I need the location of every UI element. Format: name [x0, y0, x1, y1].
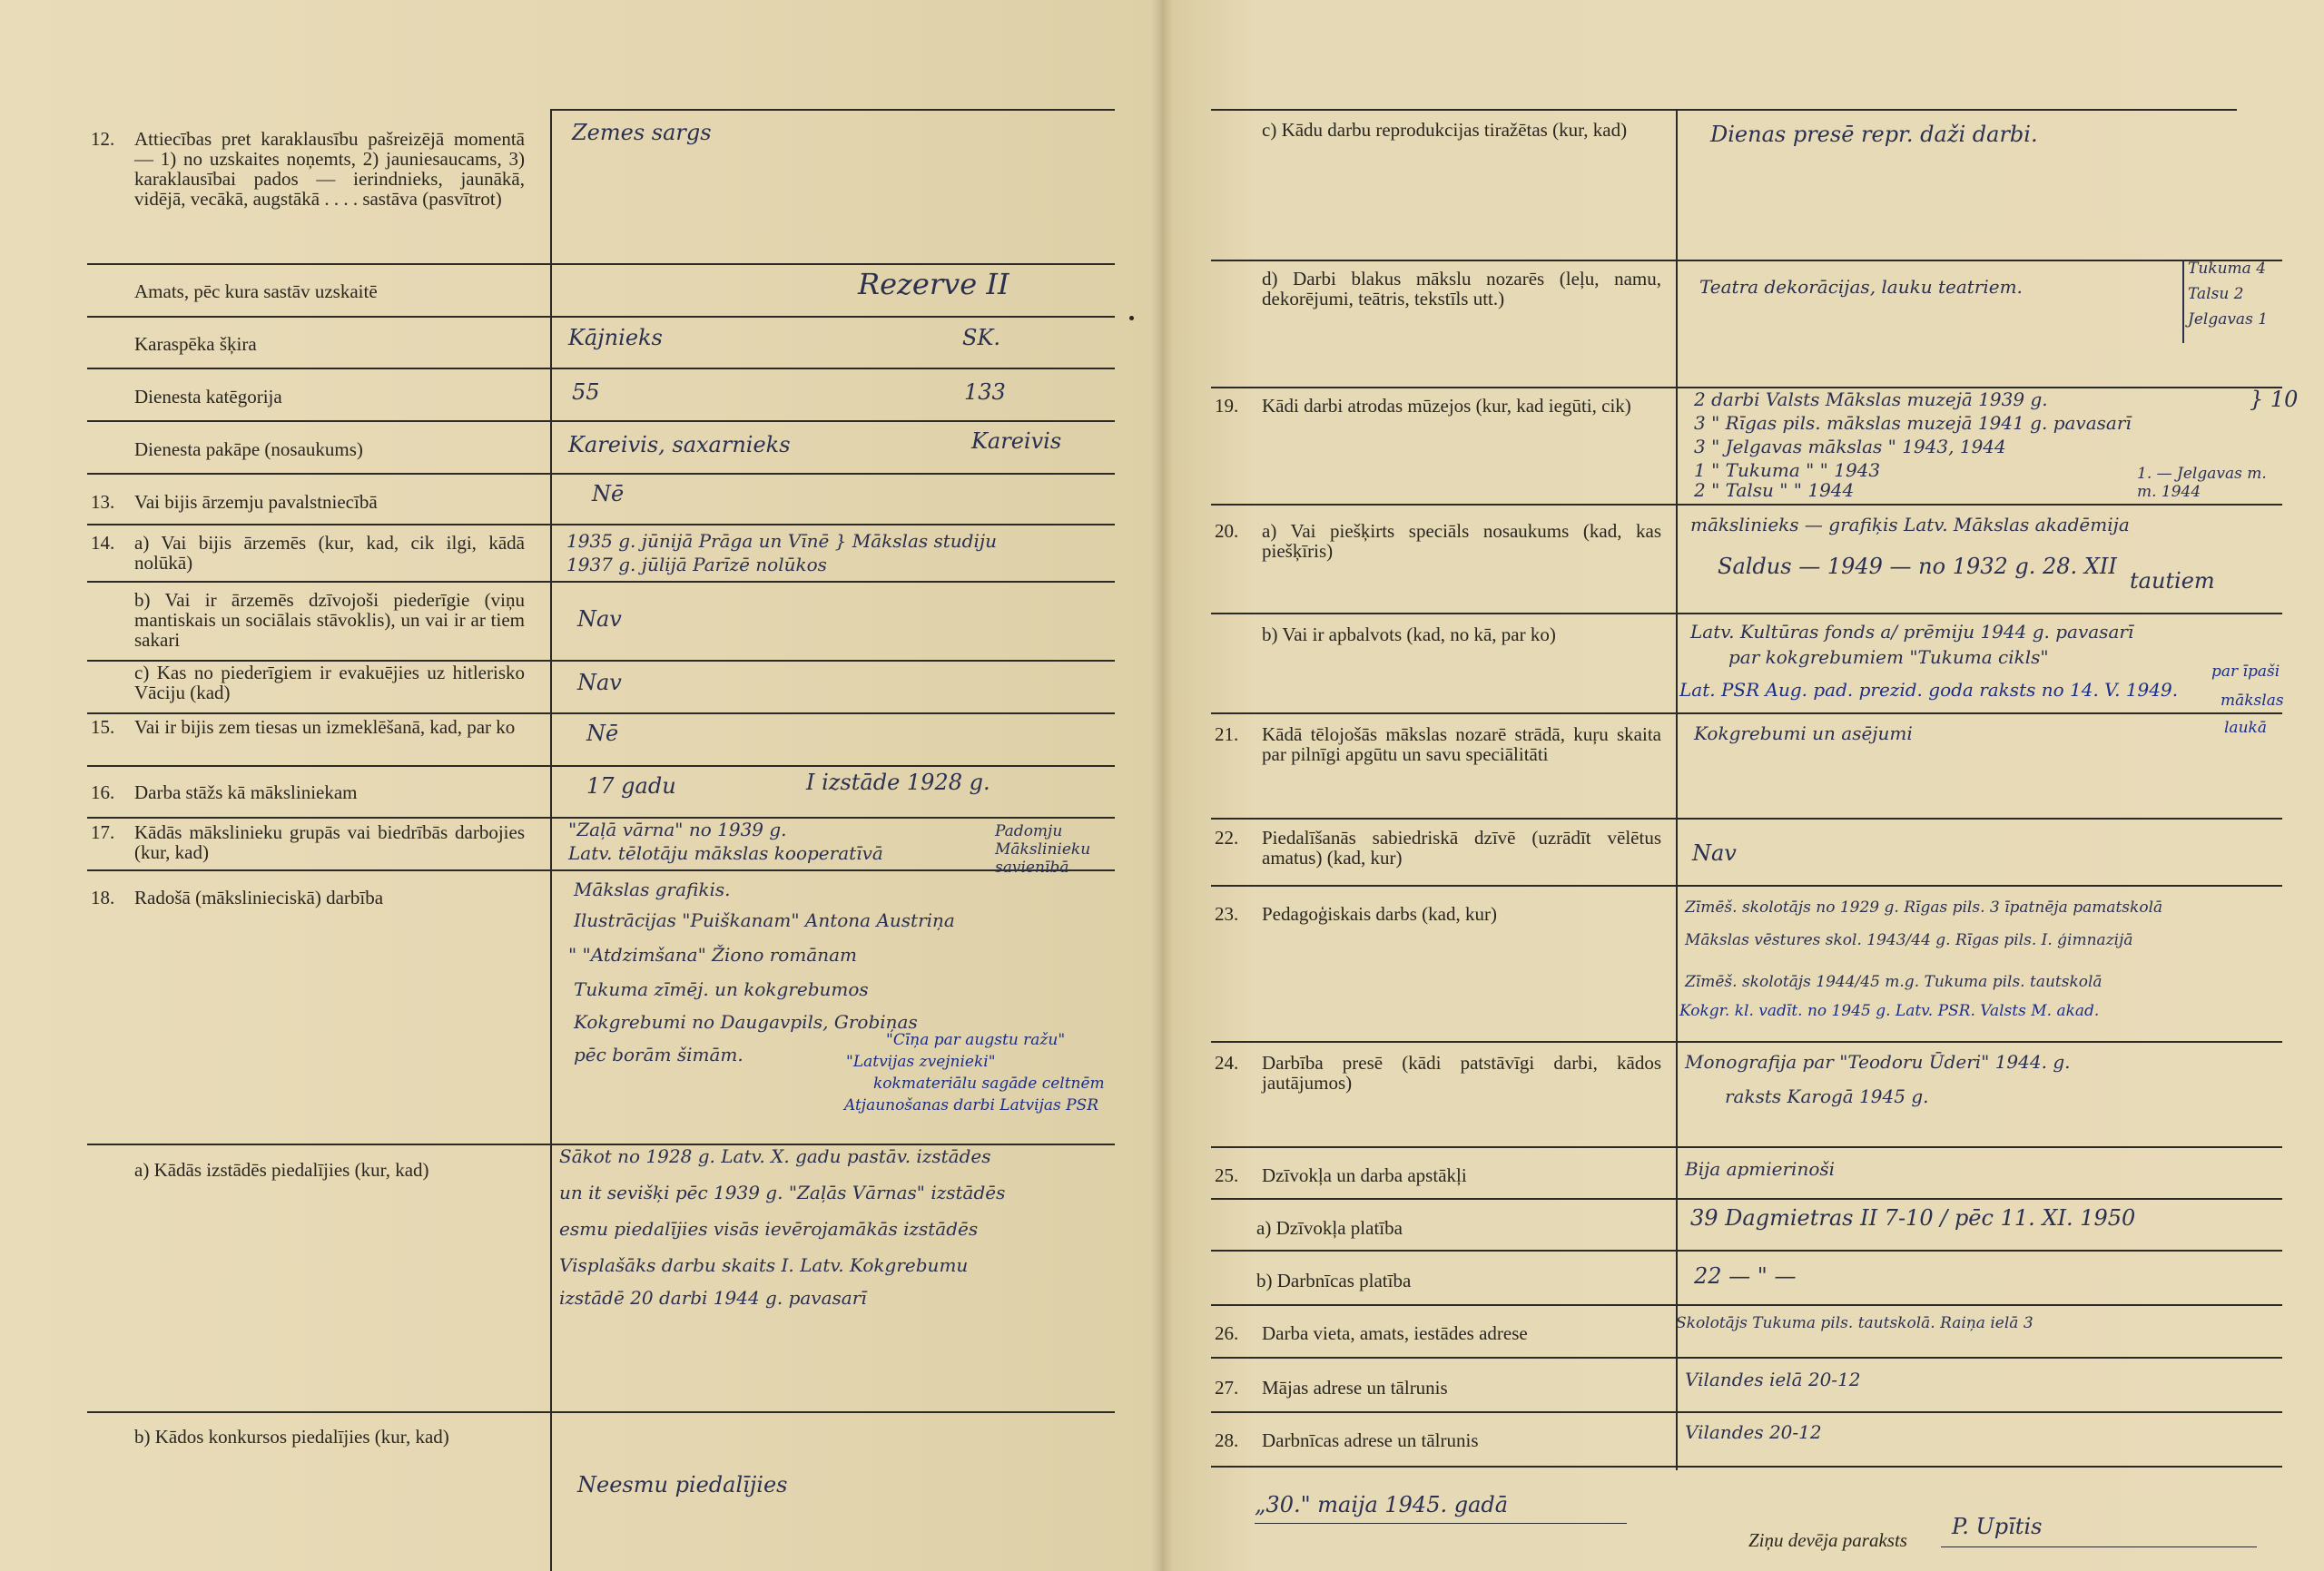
right-rule [1211, 1250, 2282, 1252]
q20-label [1215, 521, 1659, 566]
q27-number: 27. [1215, 1377, 1239, 1399]
kategorija-label [134, 387, 282, 407]
q18-answer-blue-line: Atjaunošanas darbi Latvijas PSR [844, 1096, 1099, 1114]
right-rule [1211, 109, 2237, 111]
q20b-side-blue: laukā [2224, 719, 2267, 737]
skira-label [134, 334, 257, 354]
q19-answer-line: 3 " Rīgas pils. mākslas muzejā 1941 g. pavasarī [1694, 412, 2132, 434]
left-rule [87, 263, 1115, 265]
q14-label [91, 533, 536, 578]
q26-answer: Skolotājs Tukuma pils. tautskolā. Raiņa ielā 3 [1676, 1314, 2034, 1332]
amats-answer: Rezerve II [858, 267, 1009, 301]
q24-text: Darbība presē (kādi patstāvīgi darbi, kādos jautājumos) [1262, 1052, 1661, 1094]
q13-text: Vai bijis ārzemju pavalstniecībā [134, 491, 378, 513]
pakape-answer-a: Kareivis, saxarnieks [568, 432, 791, 457]
q18d-answer: Teatra dekorācijas, lauku teatriem. [1699, 276, 2023, 298]
q15-label [91, 717, 536, 762]
q18-answer-blue-line: kokmateriālu sagāde celtnēm [873, 1075, 1105, 1093]
q25-label [1215, 1165, 1659, 1187]
q23-answer-line: Zīmēš. skolotājs 1944/45 m.g. Tukuma pils. tautskolā [1685, 973, 2102, 991]
q20-answer-line3: tautiem [2130, 568, 2215, 594]
q13-label [91, 492, 536, 514]
right-rule [1211, 504, 2282, 506]
q17-answer-line3: Padomju Mākslinieku savienībā [995, 822, 1091, 877]
q17-text: Kādās mākslinieku grupās vai biedrībās darbojies (kur, kad) [134, 821, 525, 863]
skira-answer-b: SK. [962, 325, 1000, 350]
q24-answer-line2: raksts Karogā 1945 g. [1725, 1085, 1929, 1107]
right-rule [1211, 1304, 2282, 1306]
left-column-divider [550, 109, 552, 1571]
q18-answer-line: " "Atdzimšana" Žiono romānam [568, 944, 858, 966]
q20b-side-blue: mākslas [2221, 692, 2284, 710]
q17-number: 17. [91, 821, 115, 843]
q14-answer-line1: 1935 g. jūnijā Prāga un Vīnē } Mākslas studiju [566, 530, 997, 552]
left-rule [87, 1411, 1115, 1413]
q18d-side-bracket [2182, 260, 2184, 343]
q20-text: a) Vai piešķirts speciāls nosaukums (kad, kas piešķīris) [1262, 520, 1661, 562]
q20-number: 20. [1215, 520, 1239, 542]
q20-answer-line1: mākslinieks — grafiķis Latv. Mākslas akadēmija [1690, 514, 2130, 535]
right-rule [1211, 1357, 2282, 1359]
q16-answer-b: I izstāde 1928 g. [806, 770, 990, 795]
q18-answer-blue-line: "Cīņa par augstu ražu" [886, 1031, 1066, 1049]
q18a-answer-line: Sākot no 1928 g. Latv. X. gadu pastāv. izstādes [559, 1145, 991, 1167]
q21-number: 21. [1215, 723, 1239, 745]
q20b-answer-line: par kokgrebumiem "Tukuma cikls" [1728, 646, 2049, 668]
left-rule [87, 712, 1115, 714]
q12-answer: Zemes sargs [572, 120, 712, 145]
amats-text: Amats, pēc kura sastāv uzskaitē [134, 280, 378, 302]
q14-number: 14. [91, 532, 115, 554]
q19-answer-total: } 10 [2250, 387, 2299, 412]
skira-answer-a: Kājnieks [568, 325, 663, 350]
q25a-text: a) Dzīvokļa platība [1256, 1217, 1403, 1239]
q14b-label [134, 590, 525, 650]
q19-answer-line: 1 " Tukuma " " 1943 [1694, 459, 1881, 481]
left-rule [550, 109, 1115, 111]
q18c-text: c) Kādu darbu reprodukcijas tiražētas (kur, kad) [1262, 119, 1628, 141]
left-rule [87, 368, 1115, 369]
q24-number: 24. [1215, 1052, 1239, 1074]
left-rule [87, 316, 1115, 318]
right-rule [1211, 1411, 2282, 1413]
right-rule [1211, 818, 2282, 820]
kategorija-answer-b: 133 [964, 379, 1006, 405]
q17-answer-line1: "Zaļā vārna" no 1939 g. [568, 819, 787, 840]
q18d-text: d) Darbi blakus mākslu nozarēs (leļu, namu, dekorējumi, teātris, tekstīls utt.) [1262, 268, 1661, 309]
q18d-side-line: Jelgavas 1 [2188, 310, 2269, 329]
q20b-label [1262, 624, 1661, 644]
q20-answer-line2: Saldus — 1949 — no 1932 g. 28. XII [1718, 554, 2117, 579]
left-rule [87, 420, 1115, 422]
right-rule [1211, 1198, 2282, 1200]
q19-answer-line: 2 darbi Valsts Mākslas muzejā 1939 g. [1694, 388, 2048, 410]
q16-answer-a: 17 gadu [586, 773, 676, 799]
q15-answer: Nē [586, 721, 619, 746]
q19-number: 19. [1215, 395, 1239, 417]
q18-answer-line: Mākslas grafikis. [574, 879, 731, 900]
q25-answer: Bija apmierinoši [1685, 1158, 1836, 1180]
q18-answer-blue-line: "Latvijas zvejnieki" [846, 1053, 996, 1071]
q25-number: 25. [1215, 1164, 1239, 1186]
q14c-text: c) Kas no piederīgiem ir evakuējies uz hitlerisko Vāciju (kad) [134, 662, 525, 703]
q18-answer-line: pēc borām šimām. [574, 1044, 743, 1065]
q26-label [1215, 1323, 1659, 1345]
q25b-answer: 22 — " — [1694, 1263, 1797, 1289]
q19-label [1215, 396, 1659, 441]
q28-answer: Vilandes 20-12 [1685, 1421, 1822, 1443]
q22-number: 22. [1215, 827, 1239, 849]
q20b-side-blue: par īpaši [2211, 663, 2280, 681]
q27-text: Mājas adrese un tālrunis [1262, 1377, 1448, 1399]
date-underline [1255, 1523, 1627, 1524]
pakape-answer-b: Kareivis [971, 428, 1062, 454]
q16-label [91, 782, 536, 804]
q21-label [1215, 724, 1659, 790]
q25-text: Dzīvokļa un darba apstākļi [1262, 1164, 1467, 1186]
left-rule [87, 581, 1115, 583]
ink-dot [1129, 316, 1134, 320]
q18a-answer-line: un it sevišķi pēc 1939 g. "Zaļās Vārnas" izstādēs [559, 1182, 1006, 1203]
date-line: „30." maija 1945. gadā [1255, 1492, 1509, 1517]
q18b-label [134, 1427, 525, 1447]
q15-text: Vai ir bijis zem tiesas un izmeklēšanā, kad, par ko [134, 716, 516, 738]
q12-label [91, 129, 536, 256]
q23-label [1215, 904, 1659, 926]
q25a-answer: 39 Dagmietras II 7-10 / pēc 11. XI. 1950 [1690, 1205, 2136, 1231]
right-rule [1211, 1466, 2282, 1468]
q27-label [1215, 1378, 1659, 1399]
q14b-text: b) Vai ir ārzemēs dzīvojoši piederīgie (viņu mantiskais un sociālais stāvoklis), un vai ir ar tiem sakari [134, 589, 525, 651]
q12-text: Attiecības pret karaklausību pašreizējā momentā — 1) no uzskaites noņemts, 2) jauniesaucams, 3) karaklausībai pados — ierindnieks, jaunākā, vidējā, vecākā, augstākā . . . . sastāva (pasvītrot) [134, 128, 525, 210]
q25a-label [1256, 1218, 1403, 1238]
q13-number: 13. [91, 491, 115, 513]
q18a-answer-line: Visplašāks darbu skaits I. Latv. Kokgrebumu [559, 1254, 969, 1276]
q19-answer-line: 2 " Talsu " " 1944 [1694, 479, 1855, 501]
q18-answer-line: Kokgrebumi no Daugavpils, Grobiņas [574, 1011, 918, 1033]
page-fold [1151, 0, 1173, 1571]
q17-label [91, 822, 536, 868]
q18-text: Radošā (mākslinieciskā) darbība [134, 887, 384, 908]
q23-answer-line: Mākslas vēstures skol. 1943/44 g. Rīgas pils. I. ģimnazijā [1685, 931, 2133, 949]
q16-text: Darba stāžs kā māksliniekam [134, 781, 358, 803]
q18d-side-line: Tukuma 4 [2188, 260, 2267, 278]
right-rule [1211, 1146, 2282, 1148]
q24-label [1215, 1053, 1659, 1098]
q25b-label [1256, 1271, 1411, 1291]
q18a-text: a) Kādās izstādēs piedalījies (kur, kad) [134, 1159, 429, 1181]
right-rule [1211, 1041, 2282, 1043]
q27-answer: Vilandes ielā 20-12 [1685, 1369, 1861, 1390]
q28-number: 28. [1215, 1429, 1239, 1451]
kategorija-text: Dienesta katēgorija [134, 386, 282, 407]
q19-text: Kādi darbi atrodas mūzejos (kur, kad iegūti, cik) [1262, 395, 1631, 417]
q23-text: Pedagoģiskais darbs (kad, kur) [1262, 903, 1497, 925]
q28-label [1215, 1430, 1659, 1452]
q18d-label [1262, 269, 1661, 309]
q18c-answer: Dienas presē repr. daži darbi. [1710, 122, 2038, 147]
q21-answer: Kokgrebumi un asējumi [1694, 722, 1913, 744]
signature: P. Upītis [1952, 1514, 2043, 1539]
q14b-answer: Nav [577, 606, 622, 632]
q18a-answer-line: esmu piedalījies visās ievērojamākās izstādēs [559, 1218, 979, 1240]
kategorija-answer-a: 55 [572, 379, 600, 405]
left-rule [87, 869, 1115, 871]
q20b-answer-blue-line: Lat. PSR Aug. pad. prezid. goda raksts no 14. V. 1949. [1679, 679, 2179, 701]
left-rule [87, 473, 1115, 475]
q24-answer-line1: Monografija par "Teodoru Ūderi" 1944. g. [1685, 1051, 2071, 1073]
q18b-answer: Neesmu piedalījies [577, 1472, 788, 1497]
q14c-label [134, 663, 525, 702]
amats-label [134, 281, 534, 301]
signature-label [1748, 1530, 1907, 1550]
q23-answer-line: Zīmēš. skolotājs no 1929 g. Rīgas pils. 3 īpatnēja pamatskolā [1685, 898, 2163, 917]
q18-answer-line: Ilustrācijas "Puiškanam" Antona Austriņa [574, 909, 955, 931]
right-rule [1211, 613, 2282, 614]
q19-answer-line: 3 " Jelgavas mākslas " 1943, 1944 [1694, 436, 2006, 457]
left-rule [87, 524, 1115, 525]
q18-answer-line: Tukuma zīmēj. un kokgrebumos [574, 978, 869, 1000]
q23-number: 23. [1215, 903, 1239, 925]
q20b-answer-line: Latv. Kultūras fonds a/ prēmiju 1944 g. pavasarī [1690, 621, 2134, 643]
q12-number: 12. [91, 128, 115, 150]
q18c-label [1262, 120, 1661, 140]
right-rule [1211, 712, 2282, 714]
q21-text: Kādā tēlojošās mākslas nozarē strādā, kuŗu skaita par pilnīgi apgūtu un savu speciālitāti [1262, 723, 1661, 765]
q18-label [91, 888, 536, 909]
q18b-text: b) Kādos konkursos piedalījies (kur, kad) [134, 1426, 449, 1448]
q18a-label [134, 1160, 429, 1180]
q28-text: Darbnīcas adrese un tālrunis [1262, 1429, 1479, 1451]
q15-number: 15. [91, 716, 115, 738]
q23-answer-blue-line: Kokgr. kl. vadīt. no 1945 g. Latv. PSR. Valsts M. akad. [1679, 1002, 2100, 1020]
right-rule [1211, 260, 2282, 261]
signature-label-text: Ziņu devēja paraksts [1748, 1529, 1907, 1551]
q22-answer: Nav [1692, 840, 1737, 866]
q22-label [1215, 828, 1659, 873]
q17-answer-line2: Latv. tēlotāju mākslas kooperatīvā [568, 842, 883, 864]
q16-number: 16. [91, 781, 115, 803]
q26-number: 26. [1215, 1322, 1239, 1344]
signature-underline [1941, 1546, 2257, 1547]
q14-text: a) Vai bijis ārzemēs (kur, kad, cik ilgi, kādā nolūkā) [134, 532, 525, 574]
q14c-answer: Nav [577, 670, 622, 695]
q14-answer-line2: 1937 g. jūlijā Parīzē nolūkos [566, 554, 827, 575]
q20b-text: b) Vai ir apbalvots (kad, no kā, par ko) [1262, 623, 1556, 645]
q18a-answer-line: izstādē 20 darbi 1944 g. pavasarī [559, 1287, 867, 1309]
q19-answer-note: 1. — Jelgavas m. m. 1944 [2137, 465, 2267, 501]
right-column-divider [1676, 109, 1678, 1470]
right-rule [1211, 885, 2282, 887]
q18-number: 18. [91, 887, 115, 908]
q22-text: Piedalīšanās sabiedriskā dzīvē (uzrādīt vēlētus amatus) (kad, kur) [1262, 827, 1661, 869]
left-rule [87, 765, 1115, 767]
q13-answer: Nē [592, 481, 625, 506]
pakape-label [134, 439, 363, 459]
q18d-side-line: Talsu 2 [2188, 285, 2244, 303]
skira-text: Karaspēka šķira [134, 333, 257, 355]
q25b-text: b) Darbnīcas platība [1256, 1270, 1412, 1291]
pakape-text: Dienesta pakāpe (nosaukums) [134, 438, 363, 460]
q26-text: Darba vieta, amats, iestādes adrese [1262, 1322, 1528, 1344]
